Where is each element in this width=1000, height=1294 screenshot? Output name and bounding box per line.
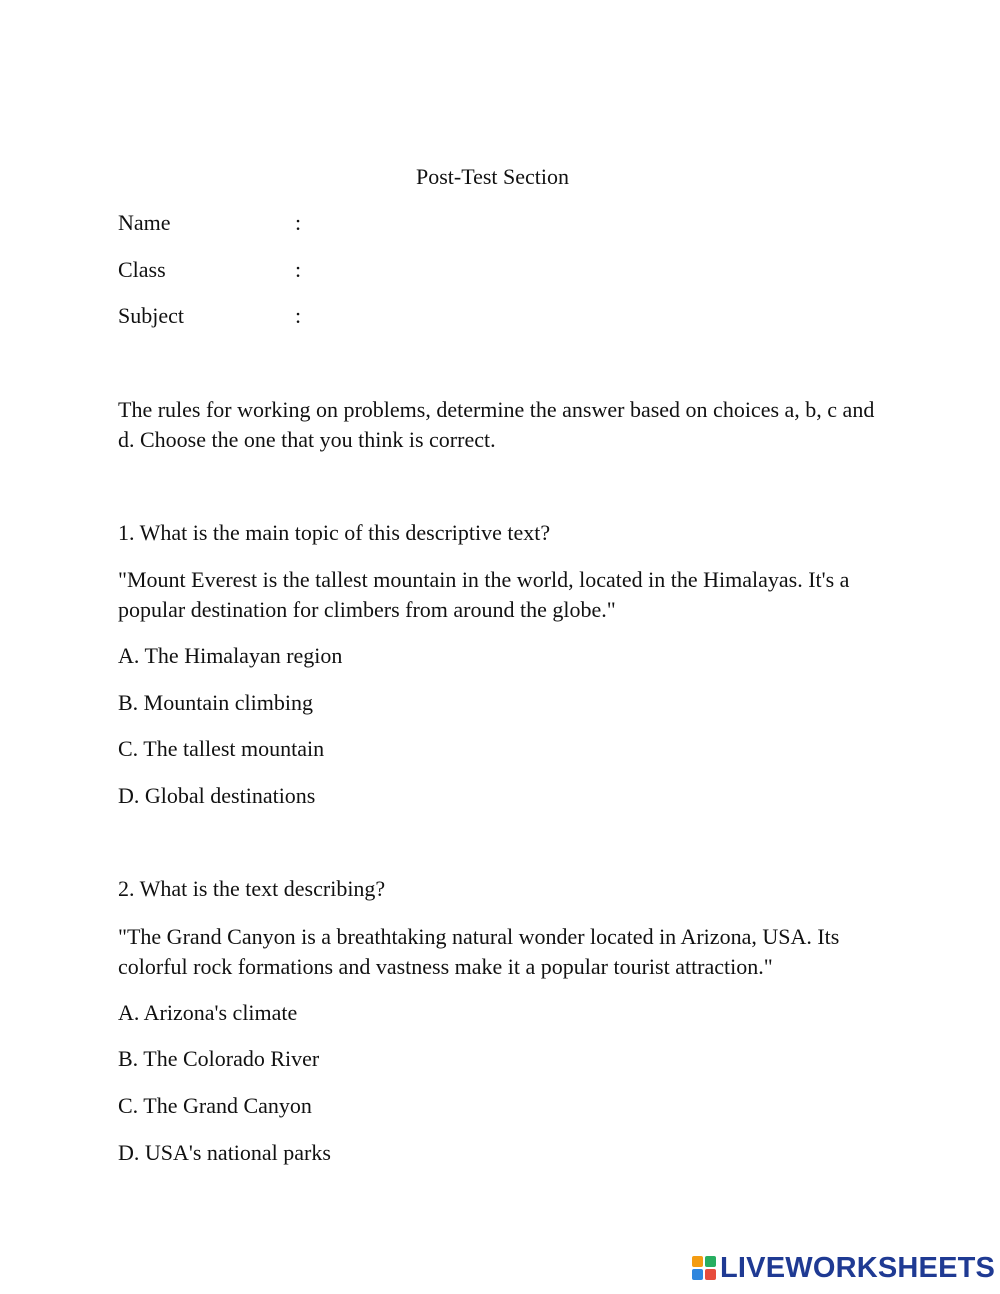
question-1-option-d: D. Global destinations (118, 783, 316, 808)
question-2-option-b: B. The Colorado River (118, 1046, 320, 1071)
liveworksheets-logo (692, 1252, 995, 1284)
subject-colon: : (295, 303, 302, 328)
logo-block (705, 1269, 716, 1280)
question-2-option-c: C. The Grand Canyon (118, 1093, 312, 1118)
name-colon: : (295, 210, 302, 235)
class-colon: : (295, 257, 302, 282)
logo-blocks-icon (692, 1256, 716, 1280)
name-label: Name (118, 210, 171, 235)
question-2-passage: "The Grand Canyon is a breathtaking natural wonder located in Arizona, USA. Its colorful rock formations and vastness make it a popular tourist attraction." (118, 924, 840, 979)
question-1-passage: "Mount Everest is the tallest mountain in the world, located in the Himalayas. It's a popular destination for climbers from around the globe." (118, 567, 850, 622)
question-1-option-a: A. The Himalayan region (118, 643, 343, 668)
question-2-option-d: D. USA's national parks (118, 1140, 331, 1165)
question-2-option-a: A. Arizona's climate (118, 1000, 298, 1025)
logo-block (705, 1256, 716, 1267)
instructions: The rules for working on problems, determine the answer based on choices a, b, c and d. Choose the one that you think is correct. (118, 397, 875, 452)
logo-block (692, 1256, 703, 1267)
subject-field (118, 303, 301, 333)
question-1-prompt: 1. What is the main topic of this descriptive text? (118, 520, 551, 545)
page-title: Post-Test Section (415, 164, 570, 189)
subject-label: Subject (118, 303, 184, 328)
class-label: Class (118, 257, 166, 282)
question-1-option-b: B. Mountain climbing (118, 690, 313, 715)
logo-block (692, 1269, 703, 1280)
class-field (118, 257, 301, 287)
name-field (118, 210, 301, 240)
question-1-option-c: C. The tallest mountain (118, 736, 325, 761)
brand-name: LIVEWORKSHEETS (720, 1251, 996, 1284)
question-2-prompt: 2. What is the text describing? (118, 876, 386, 901)
